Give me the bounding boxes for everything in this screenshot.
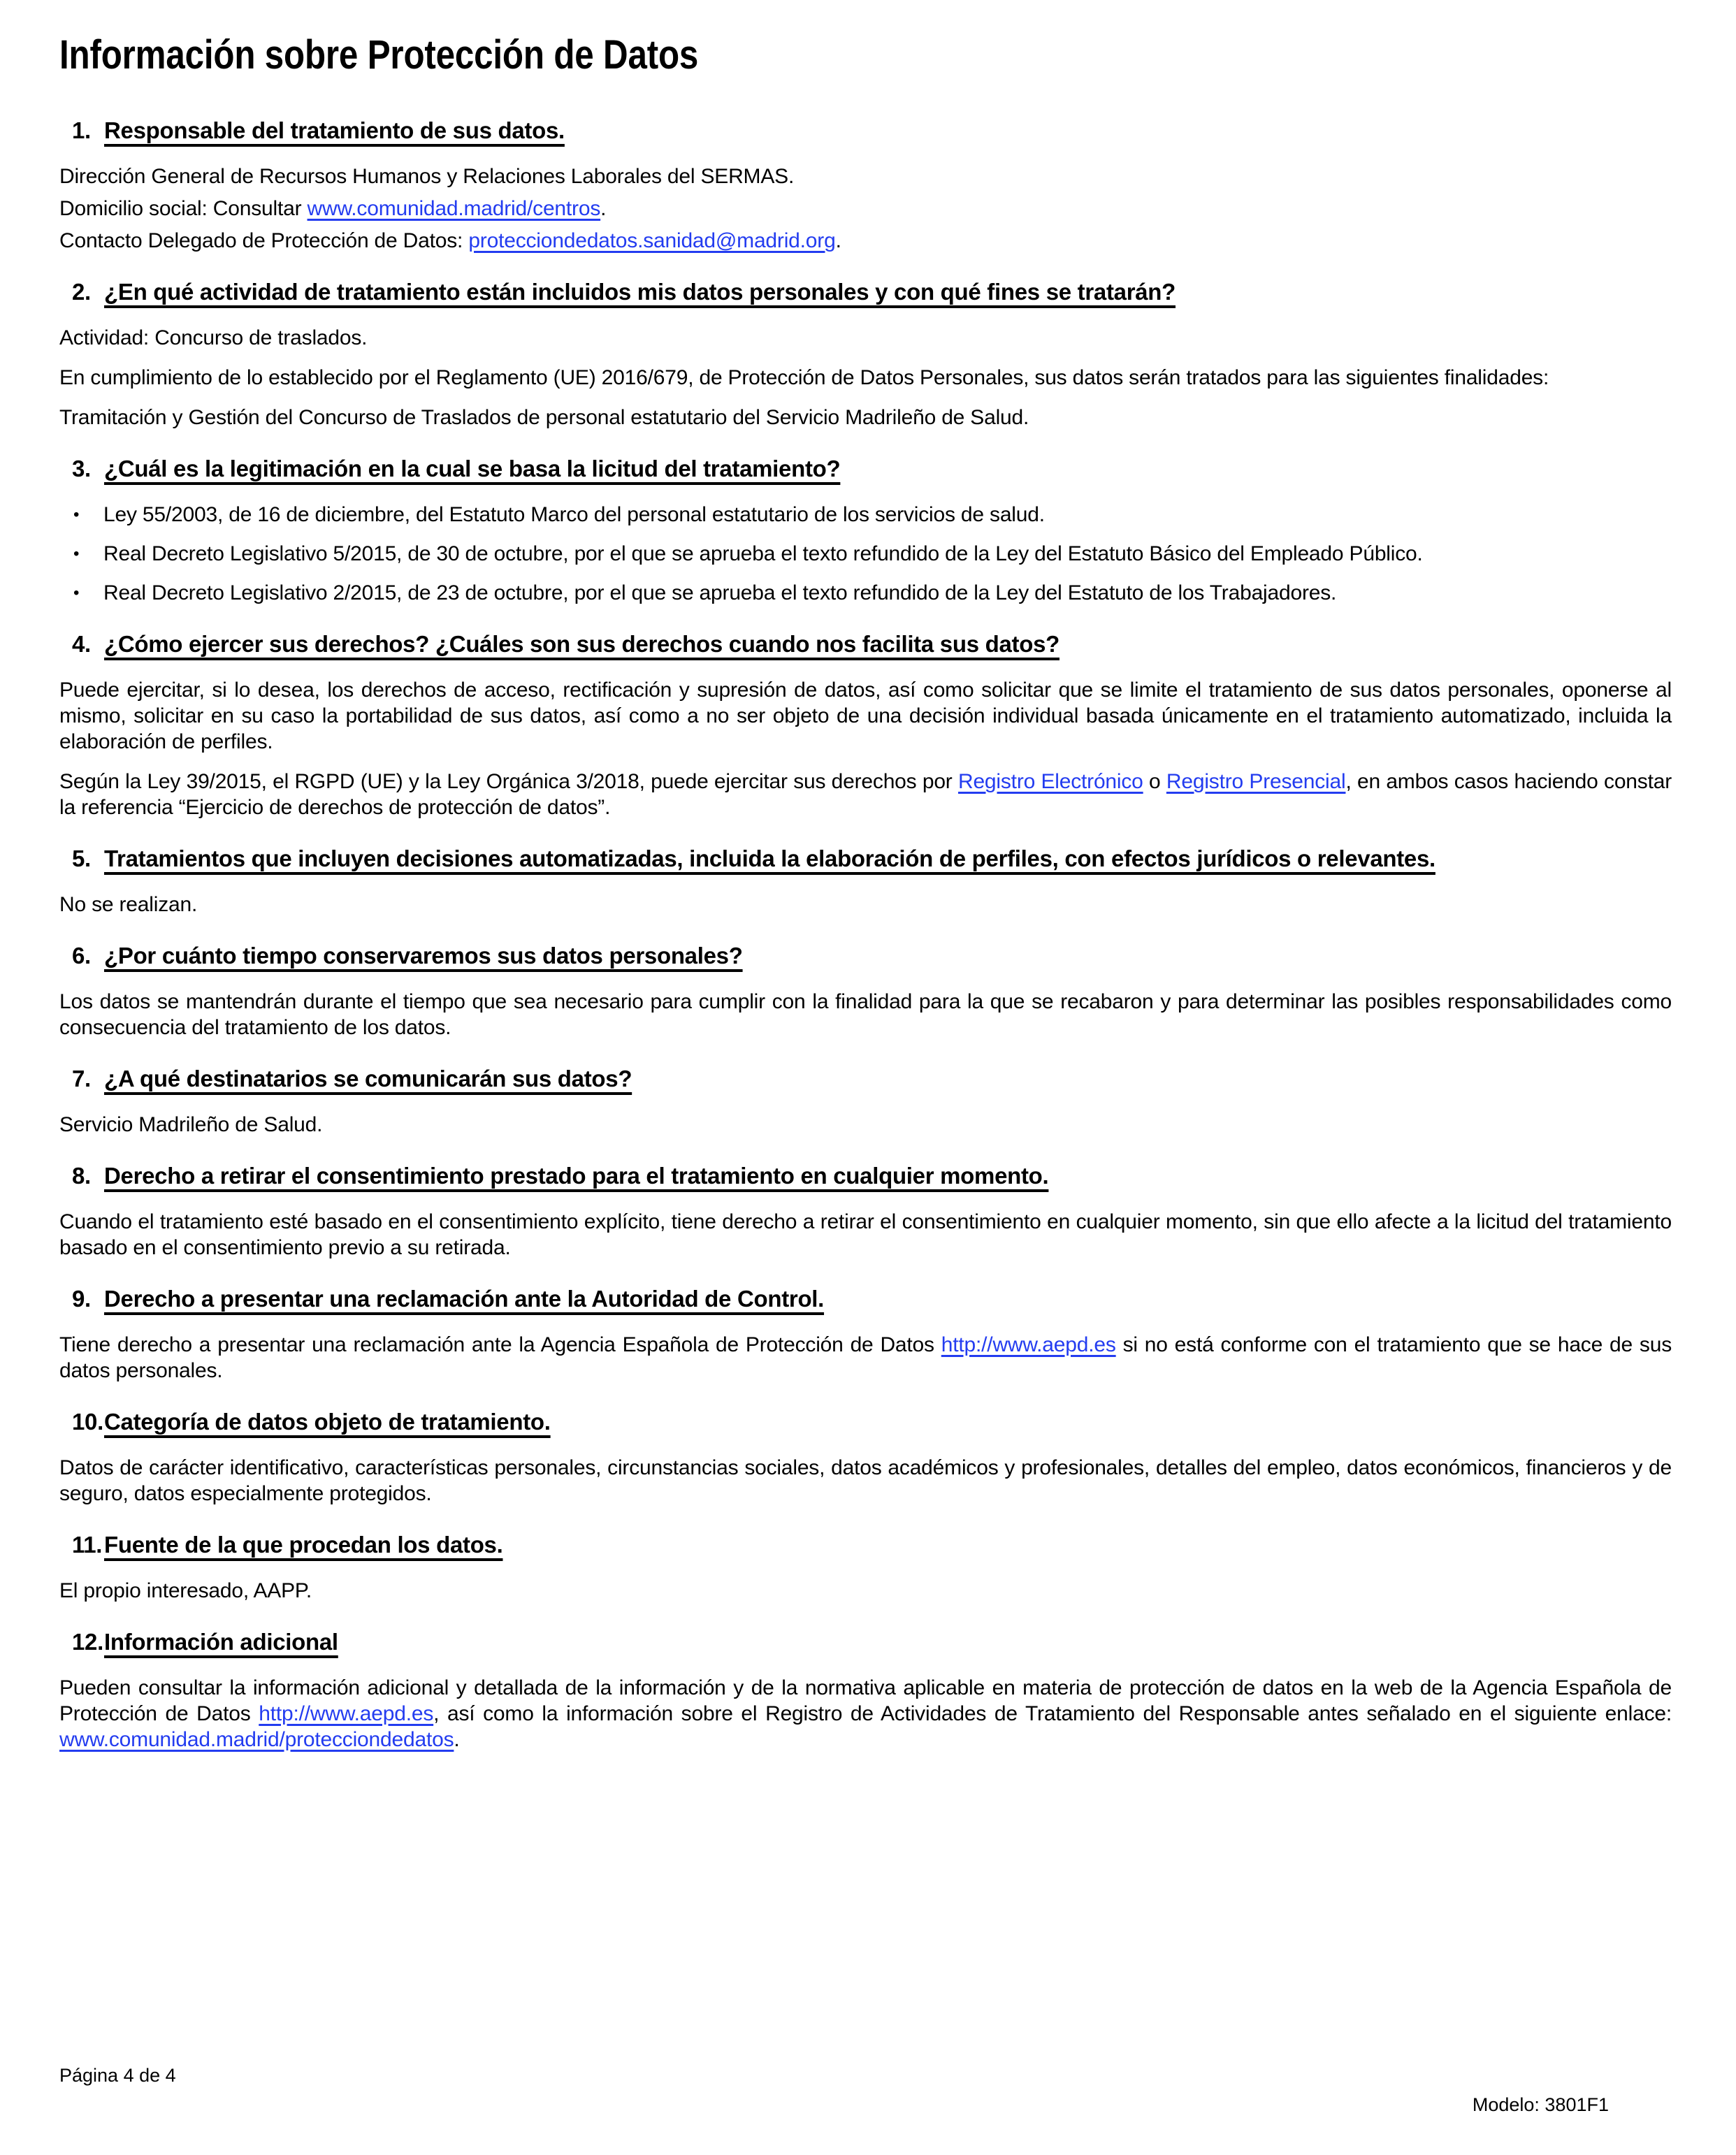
page-title-text: Información sobre Protección de Datos	[59, 32, 699, 78]
section-heading	[59, 1064, 1672, 1094]
section-heading-text: ¿Cuál es la legitimación en la cual se basa la licitud del tratamiento?	[104, 456, 841, 481]
text-run: Servicio Madrileño de Salud.	[59, 1113, 323, 1136]
hyperlink[interactable]: protecciondedatos.sanidad@madrid.org	[468, 229, 836, 252]
section-heading	[59, 454, 1672, 484]
section-8	[59, 1161, 1672, 1261]
section-number: 5.	[72, 846, 91, 871]
text-run: Datos de carácter identificativo, características personales, circunstancias sociales, datos académicos y profesionales, detalles del empleo, datos económicos, financieros y de seguro, datos especialmente protegidos.	[59, 1456, 1672, 1505]
text-run: o	[1143, 770, 1166, 793]
text-run: , así como la información sobre el Registro de Actividades de Tratamiento del Responsable antes señalado en el siguiente enlace:	[433, 1702, 1672, 1725]
hyperlink[interactable]: http://www.aepd.es	[941, 1333, 1116, 1356]
section-heading-text: ¿Por cuánto tiempo conservaremos sus datos personales?	[104, 943, 743, 968]
text-run: El propio interesado, AAPP.	[59, 1579, 312, 1602]
section-number: 7.	[72, 1066, 91, 1091]
section-number: 6.	[72, 943, 91, 968]
section-10	[59, 1407, 1672, 1507]
section-heading-text: ¿En qué actividad de tratamiento están incluidos mis datos personales y con qué fines se tratarán?	[104, 279, 1176, 305]
section-heading	[59, 941, 1672, 971]
text-run: si no está conforme con el tratamiento que se hace de sus datos personales.	[59, 1333, 1672, 1382]
hyperlink[interactable]: www.comunidad.madrid/protecciondedatos	[59, 1728, 454, 1751]
bullet-text: Ley 55/2003, de 16 de diciembre, del Estatuto Marco del personal estatutario de los servicios de salud.	[103, 503, 1045, 526]
section-number: 10.	[72, 1409, 103, 1435]
page-number: Página 4 de 4	[59, 2065, 176, 2086]
text-run: Actividad: Concurso de traslados.	[59, 326, 368, 349]
paragraph	[59, 989, 1672, 1040]
section-7	[59, 1064, 1672, 1138]
bullet-text: Real Decreto Legislativo 5/2015, de 30 de octubre, por el que se aprueba el texto refundido de la Ley del Estatuto Básico del Empleado Público.	[103, 542, 1423, 565]
text-run: Pueden consultar la información adicional y detallada de la información y de la normativa aplicable en materia de protección de datos en la web de la Agencia Española de Protección de Datos	[59, 1676, 1672, 1725]
model-code: Modelo: 3801F1	[1472, 2094, 1609, 2115]
paragraph	[59, 1332, 1672, 1384]
section-number: 1.	[72, 117, 91, 143]
section-3	[59, 454, 1672, 606]
section-heading-text: Información adicional	[104, 1629, 338, 1655]
section-heading	[59, 1407, 1672, 1437]
section-5	[59, 844, 1672, 917]
section-heading-text: ¿Cómo ejercer sus derechos? ¿Cuáles son sus derechos cuando nos facilita sus datos?	[104, 631, 1059, 657]
bullet-item	[59, 541, 1672, 567]
paragraph	[59, 892, 1672, 917]
sections-container	[59, 116, 1672, 1753]
text-run: , en ambos casos haciendo constar la referencia “Ejercicio de derechos de protección de datos”.	[59, 770, 1672, 819]
section-number: 9.	[72, 1286, 91, 1312]
bullet-text: Real Decreto Legislativo 2/2015, de 23 de octubre, por el que se aprueba el texto refundido de la Ley del Estatuto de los Trabajadores.	[103, 581, 1337, 604]
text-run: .	[835, 229, 841, 252]
section-4	[59, 630, 1672, 820]
section-number: 8.	[72, 1163, 91, 1189]
text-run: Según la Ley 39/2015, el RGPD (UE) y la Ley Orgánica 3/2018, puede ejercitar sus derechos por	[59, 770, 958, 793]
paragraph	[59, 769, 1672, 820]
section-number: 12.	[72, 1629, 103, 1655]
section-heading-text: Categoría de datos objeto de tratamiento.	[104, 1409, 551, 1435]
section-heading-text: Derecho a retirar el consentimiento prestado para el tratamiento en cualquier momento.	[104, 1163, 1049, 1189]
text-run: Tramitación y Gestión del Concurso de Traslados de personal estatutario del Servicio Madrileño de Salud.	[59, 406, 1029, 429]
section-9	[59, 1284, 1672, 1384]
paragraph	[59, 228, 1672, 254]
text-run: Dirección General de Recursos Humanos y Relaciones Laborales del SERMAS.	[59, 165, 795, 188]
text-run: No se realizan.	[59, 893, 198, 916]
section-heading-text: Fuente de la que procedan los datos.	[104, 1532, 503, 1558]
page-title	[59, 32, 1672, 78]
paragraph	[59, 1112, 1672, 1138]
bullet-list	[59, 502, 1672, 606]
section-heading-text: Derecho a presentar una reclamación ante la Autoridad de Control.	[104, 1286, 825, 1312]
paragraph	[59, 677, 1672, 755]
paragraph	[59, 405, 1672, 430]
section-heading	[59, 1284, 1672, 1314]
section-number: 3.	[72, 456, 91, 481]
section-number: 11.	[72, 1532, 103, 1558]
text-run: Domicilio social: Consultar	[59, 197, 308, 220]
text-run: .	[454, 1728, 460, 1751]
text-run: Tiene derecho a presentar una reclamación ante la Agencia Española de Protección de Datos	[59, 1333, 941, 1356]
hyperlink[interactable]: http://www.aepd.es	[259, 1702, 434, 1725]
paragraph	[59, 164, 1672, 189]
paragraph	[59, 1675, 1672, 1753]
section-number: 2.	[72, 279, 91, 305]
paragraph	[59, 196, 1672, 222]
section-12	[59, 1627, 1672, 1753]
hyperlink[interactable]: www.comunidad.madrid/centros	[307, 197, 601, 220]
section-6	[59, 941, 1672, 1040]
bullet-icon: •	[73, 583, 80, 602]
section-heading	[59, 1627, 1672, 1657]
section-number: 4.	[72, 631, 91, 657]
bullet-item	[59, 502, 1672, 528]
text-run: Los datos se mantendrán durante el tiempo que sea necesario para cumplir con la finalidad para la que se recabaron y para determinar las posibles responsabilidades como consecuencia del tratamiento de los datos.	[59, 990, 1672, 1039]
hyperlink[interactable]: Registro Presencial	[1166, 770, 1346, 793]
section-heading	[59, 277, 1672, 307]
section-heading	[59, 1161, 1672, 1191]
hyperlink[interactable]: Registro Electrónico	[957, 770, 1143, 793]
section-heading	[59, 116, 1672, 145]
paragraph	[59, 325, 1672, 351]
bullet-item	[59, 580, 1672, 606]
bullet-icon: •	[73, 505, 80, 524]
section-heading-text: Responsable del tratamiento de sus datos.	[104, 117, 565, 143]
section-heading-text: ¿A qué destinatarios se comunicarán sus datos?	[104, 1066, 632, 1091]
text-run: Cuando el tratamiento esté basado en el consentimiento explícito, tiene derecho a retirar el consentimiento en cualquier momento, sin que ello afecte a la licitud del tratamiento basado en el consentimiento previo a su retirada.	[59, 1210, 1672, 1259]
paragraph	[59, 365, 1672, 391]
section-heading	[59, 844, 1672, 873]
section-heading	[59, 630, 1672, 659]
section-2	[59, 277, 1672, 430]
section-heading-text: Tratamientos que incluyen decisiones automatizadas, incluida la elaboración de perfiles, con efectos jurídicos o relevantes.	[104, 846, 1435, 871]
section-11	[59, 1530, 1672, 1604]
section-heading	[59, 1530, 1672, 1560]
text-run: Contacto Delegado de Protección de Datos:	[59, 229, 469, 252]
section-1	[59, 116, 1672, 254]
paragraph	[59, 1209, 1672, 1261]
paragraph	[59, 1455, 1672, 1507]
text-run: En cumplimiento de lo establecido por el Reglamento (UE) 2016/679, de Protección de Datos Personales, sus datos serán tratados para las siguientes finalidades:	[59, 366, 1549, 389]
paragraph	[59, 1578, 1672, 1604]
text-run: Puede ejercitar, si lo desea, los derechos de acceso, rectificación y supresión de datos, así como solicitar que se limite el tratamiento de sus datos personales, oponerse al mismo, solicitar en su caso la portabilidad de sus datos, así como a no ser objeto de una decisión individual basada únicamente en el tratamiento automatizado, incluida la elaboración de perfiles.	[59, 679, 1672, 753]
text-run: .	[600, 197, 607, 220]
bullet-icon: •	[73, 544, 80, 563]
